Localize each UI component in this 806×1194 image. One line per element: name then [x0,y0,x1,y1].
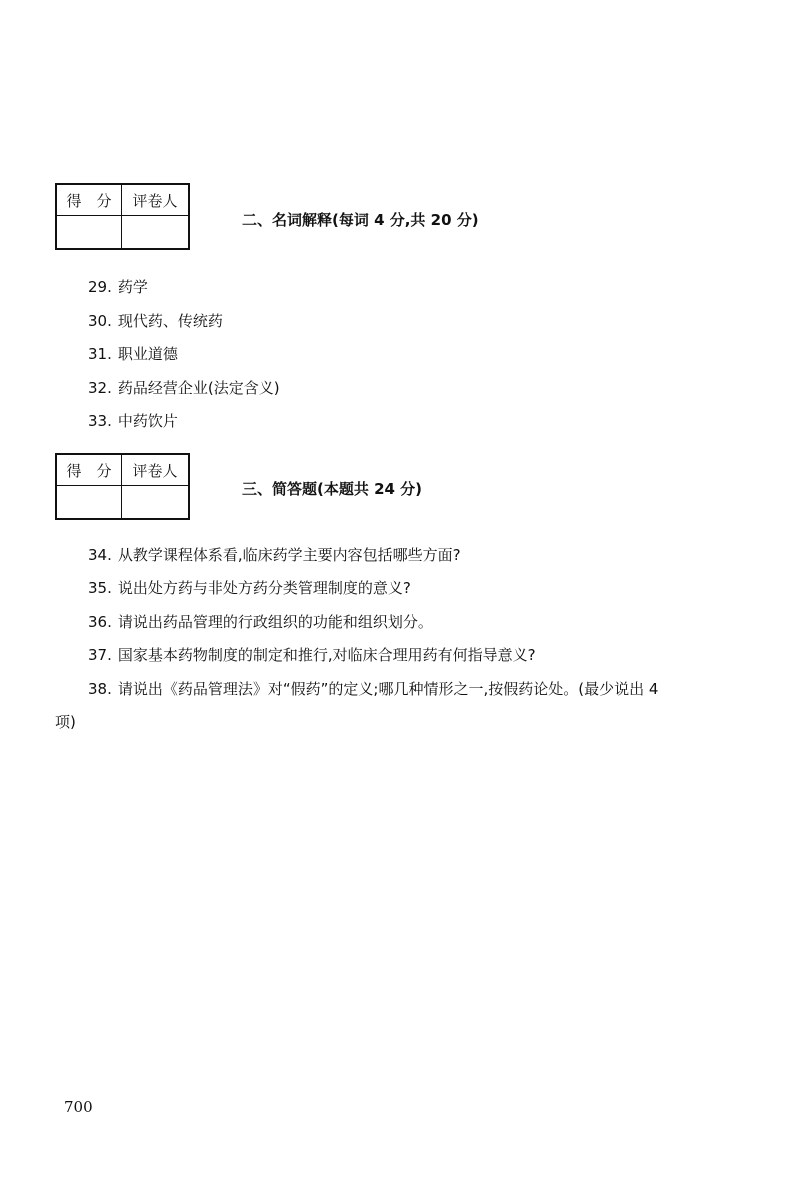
question-item [88,644,536,665]
question-number: 30. [88,312,112,330]
score-header: 得 分 [56,184,122,216]
question-number: 33. [88,412,112,430]
question-number: 37. [88,646,112,664]
question-number: 34. [88,546,112,564]
question-text: 药学 [117,278,148,296]
question-item [88,611,433,632]
grader-cell [122,216,190,250]
question-item [88,276,148,297]
question-number: 31. [88,345,112,363]
question-number: 32. [88,379,112,397]
question-text: 从教学课程体系看,临床药学主要内容包括哪些方面? [117,546,461,564]
question-text-continuation: 项) [55,713,76,731]
question-text: 职业道德 [117,345,178,363]
question-item [88,410,178,431]
page-number: 700 [64,1098,93,1116]
question-item [88,544,461,565]
question-number: 35. [88,579,112,597]
score-table-section2 [55,183,190,250]
question-item [88,577,411,598]
section2-title: 二、名词解释(每词 4 分,共 20 分) [242,211,479,229]
score-cell [56,486,122,520]
question-text: 请说出《药品管理法》对“假药”的定义;哪几种情形之一,按假药论处。(最少说出 4 [117,680,659,698]
question-text: 药品经营企业(法定含义) [117,379,280,397]
grader-cell [122,486,190,520]
question-text: 现代药、传统药 [117,312,223,330]
section3-title: 三、简答题(本题共 24 分) [242,480,423,498]
question-text: 中药饮片 [117,412,178,430]
score-cell [56,216,122,250]
grader-header: 评卷人 [122,454,190,486]
question-item [88,377,280,398]
question-number: 38. [88,680,112,698]
grader-header: 评卷人 [122,184,190,216]
question-text: 说出处方药与非处方药分类管理制度的意义? [117,579,411,597]
question-item [88,310,223,331]
score-table-section3 [55,453,190,520]
question-text: 请说出药品管理的行政组织的功能和组织划分。 [117,613,433,631]
question-number: 36. [88,613,112,631]
question-number: 29. [88,278,112,296]
question-item [88,678,744,699]
question-text: 国家基本药物制度的制定和推行,对临床合理用药有何指导意义? [117,646,536,664]
score-header: 得 分 [56,454,122,486]
question-item [88,343,178,364]
